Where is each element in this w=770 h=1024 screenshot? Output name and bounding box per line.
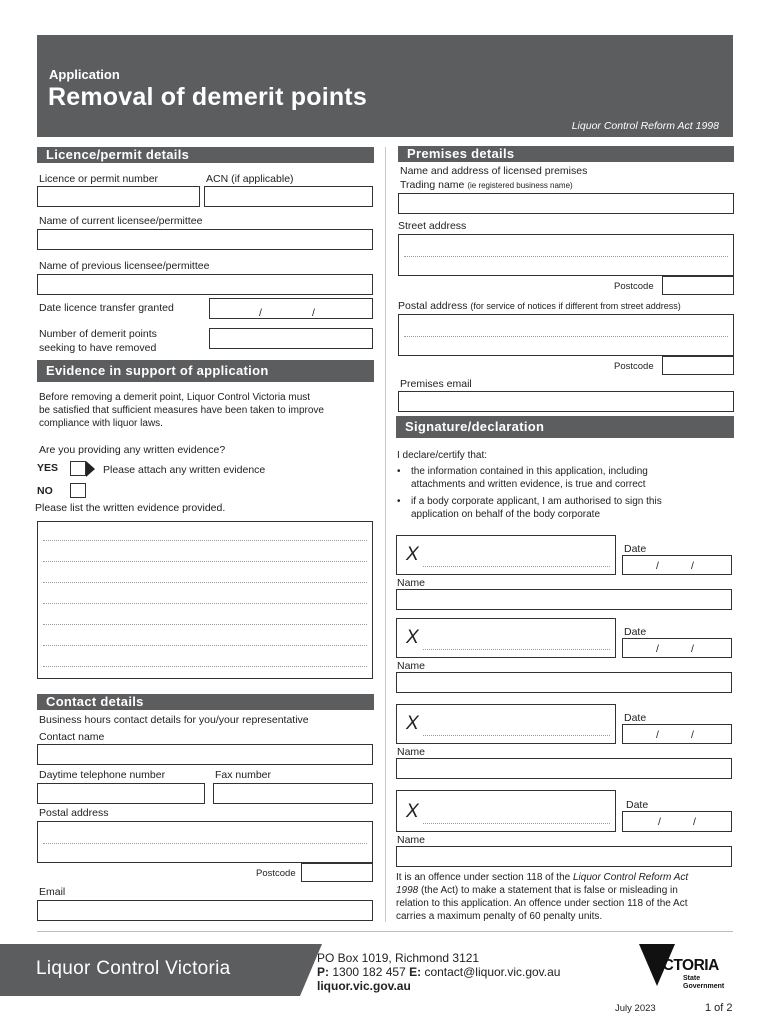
premises-postcode-label: Postcode (614, 361, 654, 372)
contact-postcode-label: Postcode (256, 868, 296, 879)
trading-name-text: Trading name (400, 179, 465, 191)
logo-state: State (683, 975, 701, 982)
name-label-4: Name (397, 834, 426, 846)
date-label-2: Date (624, 626, 647, 638)
logo-government: Government (683, 983, 725, 990)
contact-name-field[interactable] (37, 744, 373, 765)
contact-name-label: Contact name (39, 731, 105, 743)
date-separator: / (691, 560, 694, 572)
evidence-list-label: Please list the written evidence provided. (35, 502, 226, 514)
header-banner (37, 35, 733, 137)
date-separator: / (658, 816, 661, 828)
page-number: 1 of 2 (705, 1002, 733, 1014)
writing-line (43, 666, 367, 667)
act-reference: Liquor Control Reform Act 1998 (571, 120, 719, 132)
offence-notice-line1 (396, 871, 688, 884)
writing-line (404, 336, 728, 337)
evidence-list-field[interactable] (37, 521, 373, 679)
licence-number-label: Licence or permit number (39, 173, 159, 185)
contact-subheading: Business hours contact details for you/your representative (39, 714, 309, 726)
offence-act-name: Liquor Control Reform Act (572, 872, 689, 883)
victoria-logo (637, 942, 737, 994)
footer-brand: Liquor Control Victoria (36, 958, 231, 979)
demerit-points-field[interactable] (209, 328, 373, 349)
offence-act-year: 1998 (396, 885, 419, 896)
declaration-bullet1-line2: attachments and written evidence, is true and correct (411, 479, 646, 490)
writing-line (404, 256, 728, 257)
fax-field[interactable] (213, 783, 373, 804)
phone-label: Daytime telephone number (39, 769, 166, 781)
no-label: NO (37, 485, 53, 497)
name-field-3[interactable] (396, 758, 732, 779)
premises-postal-field[interactable] (398, 314, 734, 356)
page-title: Removal of demerit points (48, 83, 367, 111)
signature-x-mark: X (406, 801, 419, 822)
demerit-points-label-line1: Number of demerit points (39, 328, 157, 340)
signature-field-2[interactable] (396, 618, 616, 658)
section-contact-heading: Contact details (37, 694, 374, 710)
no-checkbox[interactable] (70, 483, 86, 498)
demerit-points-label-line2: seeking to have removed (39, 342, 157, 354)
name-label-3: Name (397, 746, 426, 758)
name-field-1[interactable] (396, 589, 732, 610)
arrow-right-icon (86, 461, 95, 477)
footer-contact-line (317, 965, 560, 979)
writing-line (43, 582, 367, 583)
premises-email-field[interactable] (398, 391, 734, 412)
declaration-bullet2-line1: if a body corporate applicant, I am authorised to sign this (411, 496, 662, 507)
yes-checkbox[interactable] (70, 461, 86, 476)
previous-licensee-label: Name of previous licensee/permittee (39, 260, 210, 272)
date-separator: / (693, 816, 696, 828)
offence-notice-line3: relation to this application. An offence under section 118 of the Act (396, 898, 688, 909)
trading-name-label (400, 179, 573, 191)
date-separator: / (312, 307, 315, 319)
current-licensee-label: Name of current licensee/permittee (39, 215, 203, 227)
writing-line (423, 566, 610, 567)
phone-field[interactable] (37, 783, 205, 804)
contact-postal-field[interactable] (37, 821, 373, 863)
premises-name-address-label: Name and address of licensed premises (400, 165, 588, 177)
date-separator: / (656, 643, 659, 655)
contact-email-label: Email (39, 886, 66, 898)
writing-line (423, 649, 610, 650)
email-prefix: E: (409, 965, 422, 979)
current-licensee-field[interactable] (37, 229, 373, 250)
evidence-paragraph-line2: be satisfied that sufficient measures have been taken to improve (39, 405, 324, 416)
street-address-label: Street address (398, 220, 467, 232)
street-postcode-field[interactable] (662, 276, 734, 295)
premises-postal-note: (for service of notices if different from street address) (470, 301, 681, 311)
writing-line (43, 603, 367, 604)
footer-phone: 1300 182 457 (332, 965, 406, 979)
name-field-4[interactable] (396, 846, 732, 867)
date-separator: / (259, 307, 262, 319)
name-label-2: Name (397, 660, 426, 672)
bullet-icon: • (397, 496, 401, 507)
offence-text: (the Act) to make a statement that is false or misleading in (418, 885, 678, 896)
date-field-1[interactable] (622, 555, 732, 575)
phone-prefix: P: (317, 965, 329, 979)
previous-licensee-field[interactable] (37, 274, 373, 295)
acn-field[interactable] (204, 186, 373, 207)
date-separator: / (691, 729, 694, 741)
bullet-icon: • (397, 466, 401, 477)
premises-postal-text: Postal address (398, 300, 468, 312)
writing-line (43, 843, 367, 844)
evidence-question: Are you providing any written evidence? (39, 444, 226, 456)
signature-field-4[interactable] (396, 790, 616, 832)
name-label-1: Name (397, 577, 426, 589)
fax-label: Fax number (215, 769, 272, 781)
signature-x-mark: X (406, 713, 419, 734)
section-signature-heading: Signature/declaration (396, 416, 734, 438)
writing-line (43, 624, 367, 625)
signature-x-mark: X (406, 627, 419, 648)
date-field-2[interactable] (622, 638, 732, 658)
offence-notice-line4: carries a maximum penalty of 60 penalty units. (396, 911, 603, 922)
trading-name-field[interactable] (398, 193, 734, 214)
footer-website[interactable]: liquor.vic.gov.au (317, 979, 411, 993)
offence-notice-line2 (396, 884, 678, 897)
yes-note: Please attach any written evidence (103, 464, 266, 476)
date-separator: / (656, 729, 659, 741)
street-address-field[interactable] (398, 234, 734, 276)
footer-rule (37, 931, 733, 932)
contact-postal-label: Postal address (39, 807, 109, 819)
date-field-3[interactable] (622, 724, 732, 744)
date-label-4: Date (626, 799, 649, 811)
acn-label: ACN (if applicable) (206, 173, 294, 185)
signature-x-mark: X (406, 544, 419, 565)
date-label-3: Date (624, 712, 647, 724)
evidence-paragraph-line3: compliance with liquor laws. (39, 418, 163, 429)
writing-line (43, 540, 367, 541)
street-postcode-label: Postcode (614, 281, 654, 292)
logo-word: VICTORIA (649, 957, 719, 974)
writing-line (43, 645, 367, 646)
date-separator: / (691, 643, 694, 655)
contact-postcode-field[interactable] (301, 863, 373, 882)
date-label-1: Date (624, 543, 647, 555)
writing-line (43, 561, 367, 562)
date-field-4[interactable] (622, 811, 732, 832)
writing-line (423, 823, 610, 824)
section-licence-heading: Licence/permit details (37, 147, 374, 163)
signature-field-1[interactable] (396, 535, 616, 575)
licence-number-field[interactable] (37, 186, 200, 207)
signature-field-3[interactable] (396, 704, 616, 744)
declaration-bullet2-line2: application on behalf of the body corporate (411, 509, 601, 520)
name-field-2[interactable] (396, 672, 732, 693)
declaration-intro: I declare/certify that: (397, 450, 488, 461)
writing-line (423, 735, 610, 736)
contact-email-field[interactable] (37, 900, 373, 921)
premises-email-label: Premises email (400, 378, 472, 390)
footer-email[interactable]: contact@liquor.vic.gov.au (424, 965, 561, 979)
transfer-date-label: Date licence transfer granted (39, 302, 174, 314)
trading-name-note: (ie registered business name) (467, 181, 573, 190)
footer-address: PO Box 1019, Richmond 3121 (317, 951, 480, 965)
premises-postcode-field[interactable] (662, 356, 734, 375)
declaration-bullet1-line1: the information contained in this application, including (411, 466, 648, 477)
column-divider (385, 147, 386, 922)
offence-text: It is an offence under section 118 of the (396, 872, 573, 883)
form-type-label: Application (49, 67, 120, 82)
evidence-paragraph-line1: Before removing a demerit point, Liquor Control Victoria must (39, 392, 311, 403)
date-separator: / (656, 560, 659, 572)
section-evidence-heading: Evidence in support of application (37, 360, 374, 382)
transfer-date-field[interactable] (209, 298, 373, 319)
footer-date: July 2023 (615, 1003, 656, 1014)
premises-postal-label (398, 300, 681, 312)
section-premises-heading: Premises details (398, 146, 734, 162)
yes-label: YES (37, 462, 59, 474)
